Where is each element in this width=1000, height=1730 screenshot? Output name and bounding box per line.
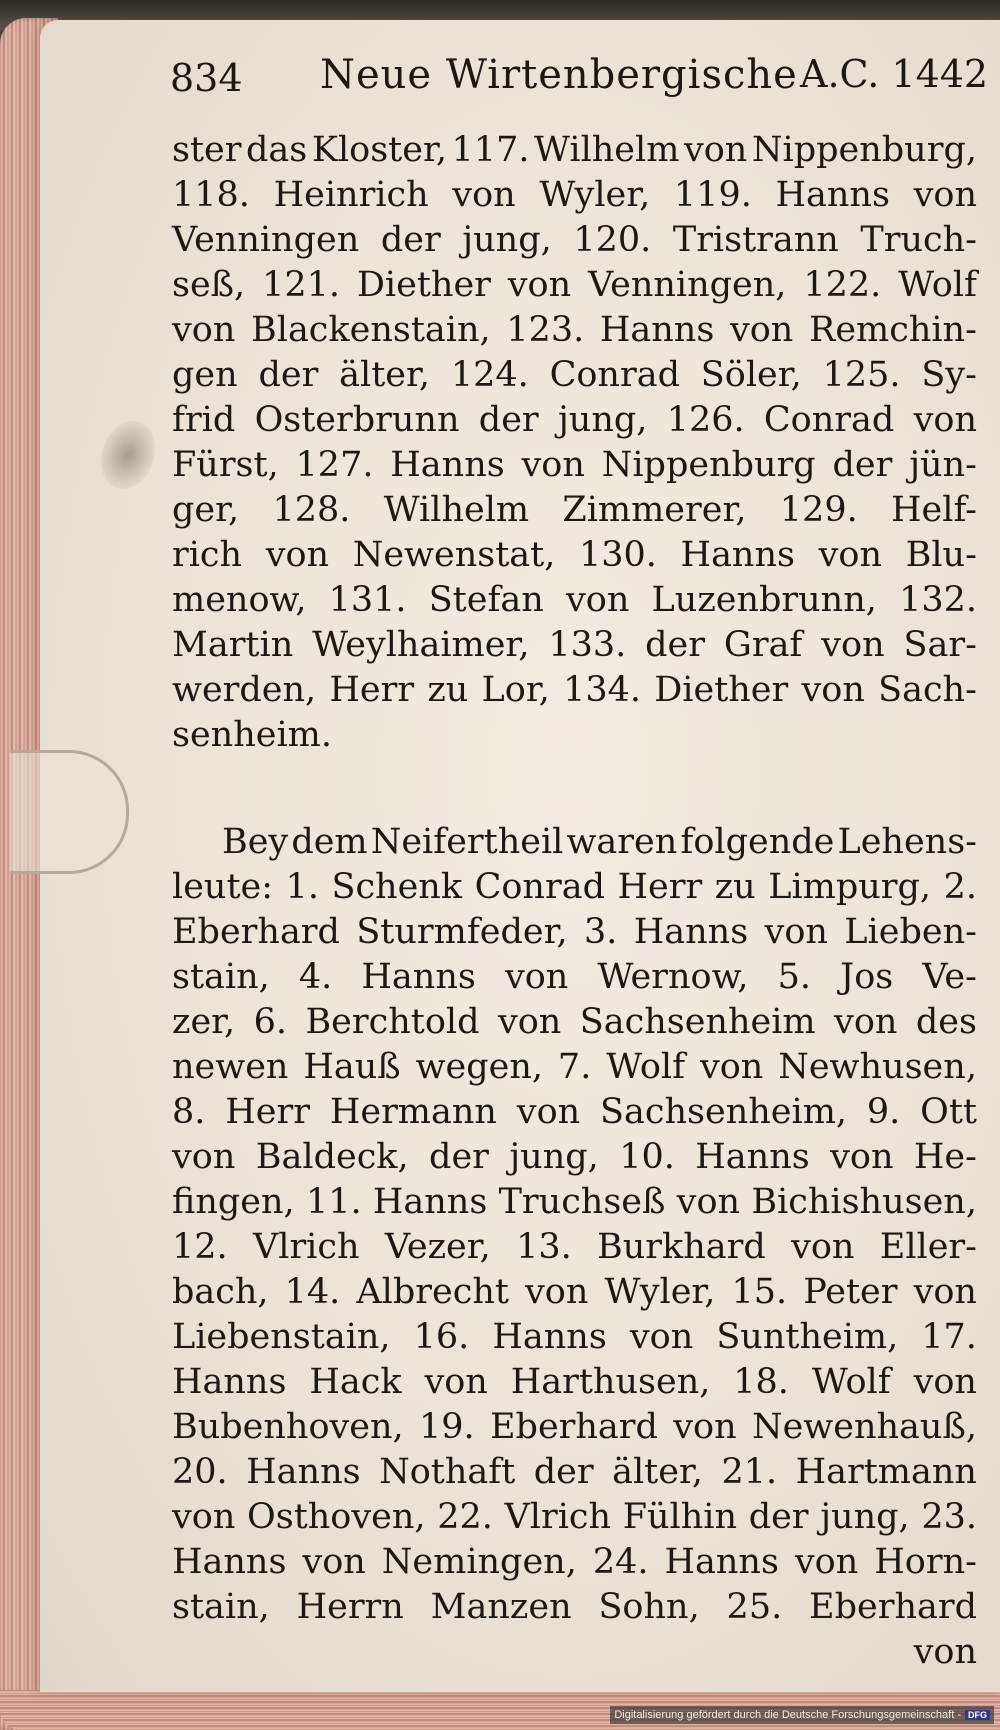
text-line: Bey dem Neifertheil waren folgende Lehens- bbox=[222, 822, 977, 862]
text-line: ger, 128. Wilhelm Zimmerer, 129. Helf- bbox=[172, 490, 977, 530]
paragraph-gap bbox=[172, 758, 977, 820]
text-line: 8. Herr Hermann von Sachsenheim, 9. Ott bbox=[172, 1092, 977, 1132]
text-line: ster das Kloster, 117. Wilhelm von Nippenburg, bbox=[172, 130, 977, 170]
text-line: 20. Hanns Nothaft der älter, 21. Hartmann bbox=[172, 1452, 977, 1492]
text-line: fingen, 11. Hanns Truchseß von Bichishusen, bbox=[172, 1182, 977, 1222]
text-line: zer, 6. Berchtold von Sachsenheim von des bbox=[172, 1002, 977, 1042]
text-line: Venningen der jung, 120. Tristrann Truch- bbox=[172, 220, 977, 260]
digitization-credit bbox=[610, 1706, 994, 1724]
text-line: Liebenstain, 16. Hanns von Suntheim, 17. bbox=[172, 1317, 977, 1357]
body-text bbox=[172, 128, 977, 1675]
paper-stain bbox=[92, 413, 165, 497]
text-line: werden, Herr zu Lor, 134. Diether von Sach- bbox=[172, 670, 977, 710]
binding-tab bbox=[10, 750, 129, 874]
text-line: bach, 14. Albrecht von Wyler, 15. Peter von bbox=[172, 1272, 977, 1312]
text-line: stain, 4. Hanns von Wernow, 5. Jos Ve- bbox=[172, 957, 977, 997]
text-line: leute: 1. Schenk Conrad Herr zu Limpurg, 2. bbox=[172, 867, 977, 907]
text-line: senheim. bbox=[172, 715, 332, 755]
text-line: stain, Herrn Manzen Sohn, 25. Eberhard bbox=[172, 1587, 977, 1627]
text-line: newen Hauß wegen, 7. Wolf von Newhusen, bbox=[172, 1047, 977, 1087]
text-line: frid Osterbrunn der jung, 126. Conrad von bbox=[172, 400, 977, 440]
text-line: von Blackenstain, 123. Hanns von Remchin- bbox=[172, 310, 977, 350]
text-line: menow, 131. Stefan von Luzenbrunn, 132. bbox=[172, 580, 977, 620]
dfg-logo-icon: DFG bbox=[965, 1710, 990, 1720]
running-year: A.C. 1442 bbox=[800, 52, 989, 96]
page-number: 834 bbox=[170, 56, 243, 100]
text-line: Fürst, 127. Hanns von Nippenburg der jün- bbox=[172, 445, 977, 485]
text-line: von Osthoven, 22. Vlrich Fülhin der jung, 23. bbox=[172, 1497, 977, 1537]
running-title: Neue Wirtenbergische bbox=[320, 52, 798, 98]
text-line: seß, 121. Diether von Venningen, 122. Wolf bbox=[172, 265, 977, 305]
text-line: Eberhard Sturmfeder, 3. Hanns von Lieben- bbox=[172, 912, 977, 952]
text-line: Hanns von Nemingen, 24. Hanns von Horn- bbox=[172, 1542, 977, 1582]
text-line: 118. Heinrich von Wyler, 119. Hanns von bbox=[172, 175, 977, 215]
text-line: Martin Weylhaimer, 133. der Graf von Sar- bbox=[172, 625, 977, 665]
text-line: von Baldeck, der jung, 10. Hanns von He- bbox=[172, 1137, 977, 1177]
catchword: von bbox=[913, 1632, 977, 1672]
text-line: Hanns Hack von Harthusen, 18. Wolf von bbox=[172, 1362, 977, 1402]
text-line: rich von Newenstat, 130. Hanns von Blu- bbox=[172, 535, 977, 575]
page-header bbox=[170, 52, 989, 108]
text-line: 12. Vlrich Vezer, 13. Burkhard von Eller- bbox=[172, 1227, 977, 1267]
credit-text: Digitalisierung gefördert durch die Deutsche Forschungsgemeinschaft - bbox=[614, 1709, 961, 1721]
text-line: Bubenhoven, 19. Eberhard von Newenhauß, bbox=[172, 1407, 977, 1447]
text-line: gen der älter, 124. Conrad Söler, 125. Sy- bbox=[172, 355, 977, 395]
